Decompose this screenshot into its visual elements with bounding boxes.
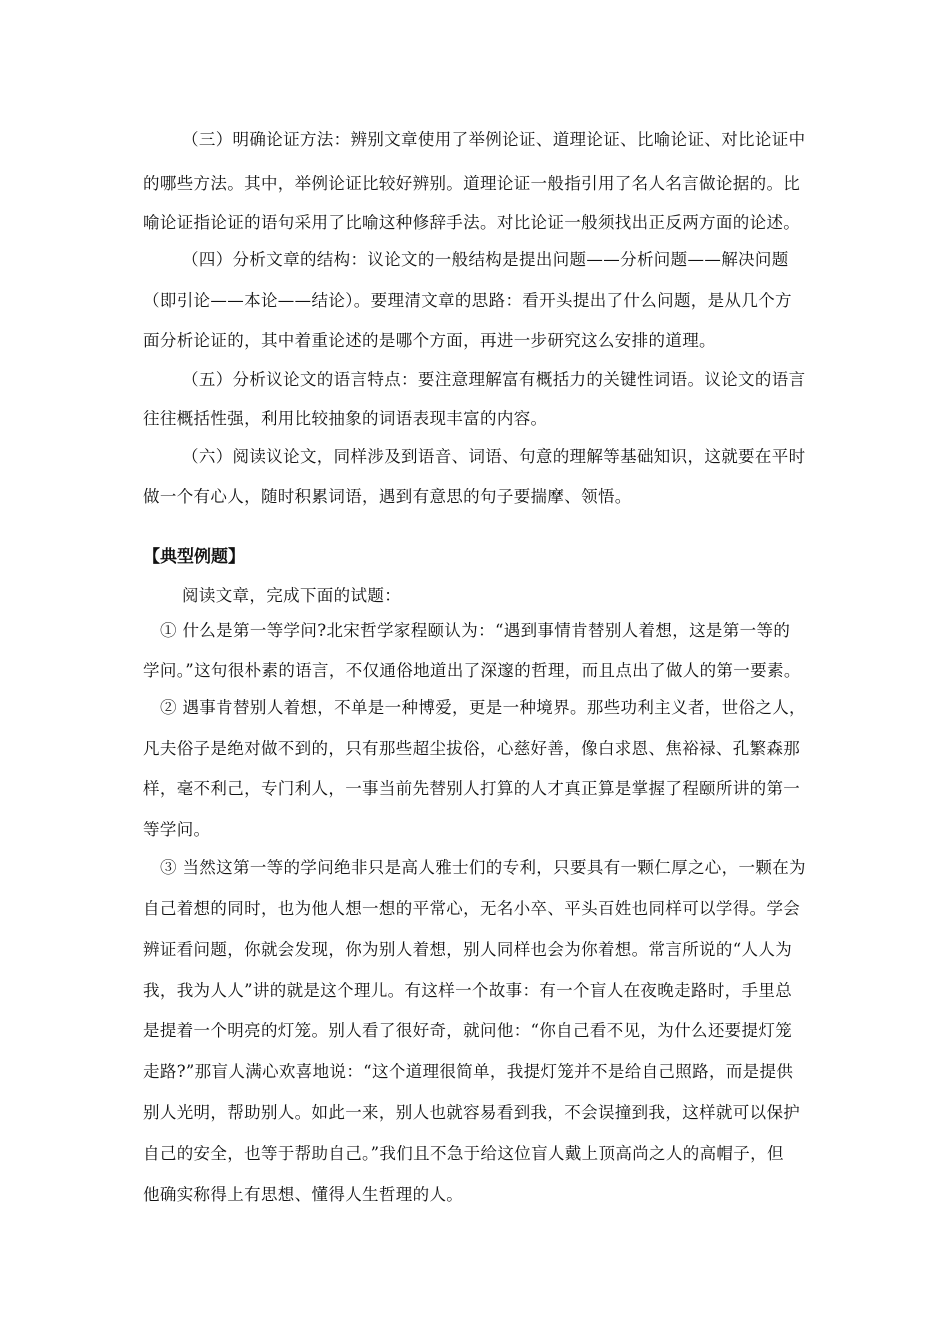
method-5-line-2: 往往概括性强，利用比较抽象的词语表现丰富的内容。: [143, 409, 548, 428]
method-4-line-3: 面分析论证的，其中着重论述的是哪个方面，再进一步研究这么安排的道理。: [143, 331, 716, 350]
para-3-line-8: 自己的安全，也等于帮助自己。”我们且不急于给这位盲人戴上顶高尚之人的高帽子，但: [143, 1144, 784, 1163]
para-3-line-6: 走路?”那盲人满心欢喜地说：“这个道理很简单，我提灯笼并不是给自己照路，而是提供: [143, 1062, 794, 1081]
method-3-line-1: （三）明确论证方法：辨别文章使用了举例论证、道理论证、比喻论证、对比论证中: [182, 130, 806, 149]
method-3-line-2: 的哪些方法。其中，举例论证比较好辨别。道理论证一般指引用了名人名言做论据的。比: [143, 174, 801, 193]
para-3-line-4: 我，我为人人”讲的就是这个理儿。有这样一个故事：有一个盲人在夜晚走路时，手里总: [143, 981, 793, 1000]
example-intro: 阅读文章，完成下面的试题：: [182, 586, 402, 605]
para-3-line-1: ③ 当然这第一等的学问绝非只是高人雅士们的专利，只要具有一颗仁厚之心，一颗在为: [160, 858, 806, 877]
para-3-line-7: 别人光明，帮助别人。如此一来，别人也就容易看到我，不会误撞到我，这样就可以保护: [143, 1103, 801, 1122]
para-3-line-9: 他确实称得上有思想、懂得人生哲理的人。: [143, 1185, 464, 1204]
para-2-line-3: 样，毫不利己，专门利人，一事当前先替别人打算的人才真正算是掌握了程颐所讲的第一: [143, 779, 801, 798]
para-3-line-3: 辨证看问题，你就会发现，你为别人着想，别人同样也会为你着想。常言所说的“人人为: [143, 940, 793, 959]
method-4-line-1: （四）分析文章的结构：议论文的一般结构是提出问题——分析问题——解决问题: [182, 250, 789, 269]
para-1-line-1: ① 什么是第一等学问?北宋哲学家程颐认为：“遇到事情肯替别人着想，这是第一等的: [160, 621, 791, 640]
method-4-line-2: （即引论——本论——结论）。要理清文章的思路：看开头提出了什么问题，是从几个方: [143, 291, 792, 310]
para-2-line-1: ② 遇事肯替别人着想，不单是一种博爱，更是一种境界。那些功利主义者，世俗之人，: [160, 698, 806, 717]
para-2-line-2: 凡夫俗子是绝对做不到的，只有那些超尘拔俗，心慈好善，像白求恩、焦裕禄、孔繁森那: [143, 739, 801, 758]
para-3-line-5: 是提着一个明亮的灯笼。别人看了很好奇，就问他：“你自己看不见，为什么还要提灯笼: [143, 1021, 793, 1040]
method-3-line-3: 喻论证指论证的语句采用了比喻这种修辞手法。对比论证一般须找出正反两方面的论述。: [143, 213, 801, 232]
method-6-line-2: 做一个有心人，随时积累词语，遇到有意思的句子要揣摩、领悟。: [143, 487, 632, 506]
method-6-line-1: （六）阅读议论文，同样涉及到语音、词语、句意的理解等基础知识，这就要在平时: [182, 447, 806, 466]
example-heading: 【典型例题】: [143, 547, 245, 567]
para-1-line-2: 学问。”这句很朴素的语言，不仅通俗地道出了深邃的哲理，而且点出了做人的第一要素。: [143, 661, 801, 680]
para-3-line-2: 自己着想的同时，也为他人想一想的平常心，无名小卒、平头百姓也同样可以学得。学会: [143, 899, 801, 918]
method-5-line-1: （五）分析议论文的语言特点：要注意理解富有概括力的关键性词语。议论文的语言: [182, 370, 806, 389]
para-2-line-4: 等学问。: [143, 820, 211, 839]
